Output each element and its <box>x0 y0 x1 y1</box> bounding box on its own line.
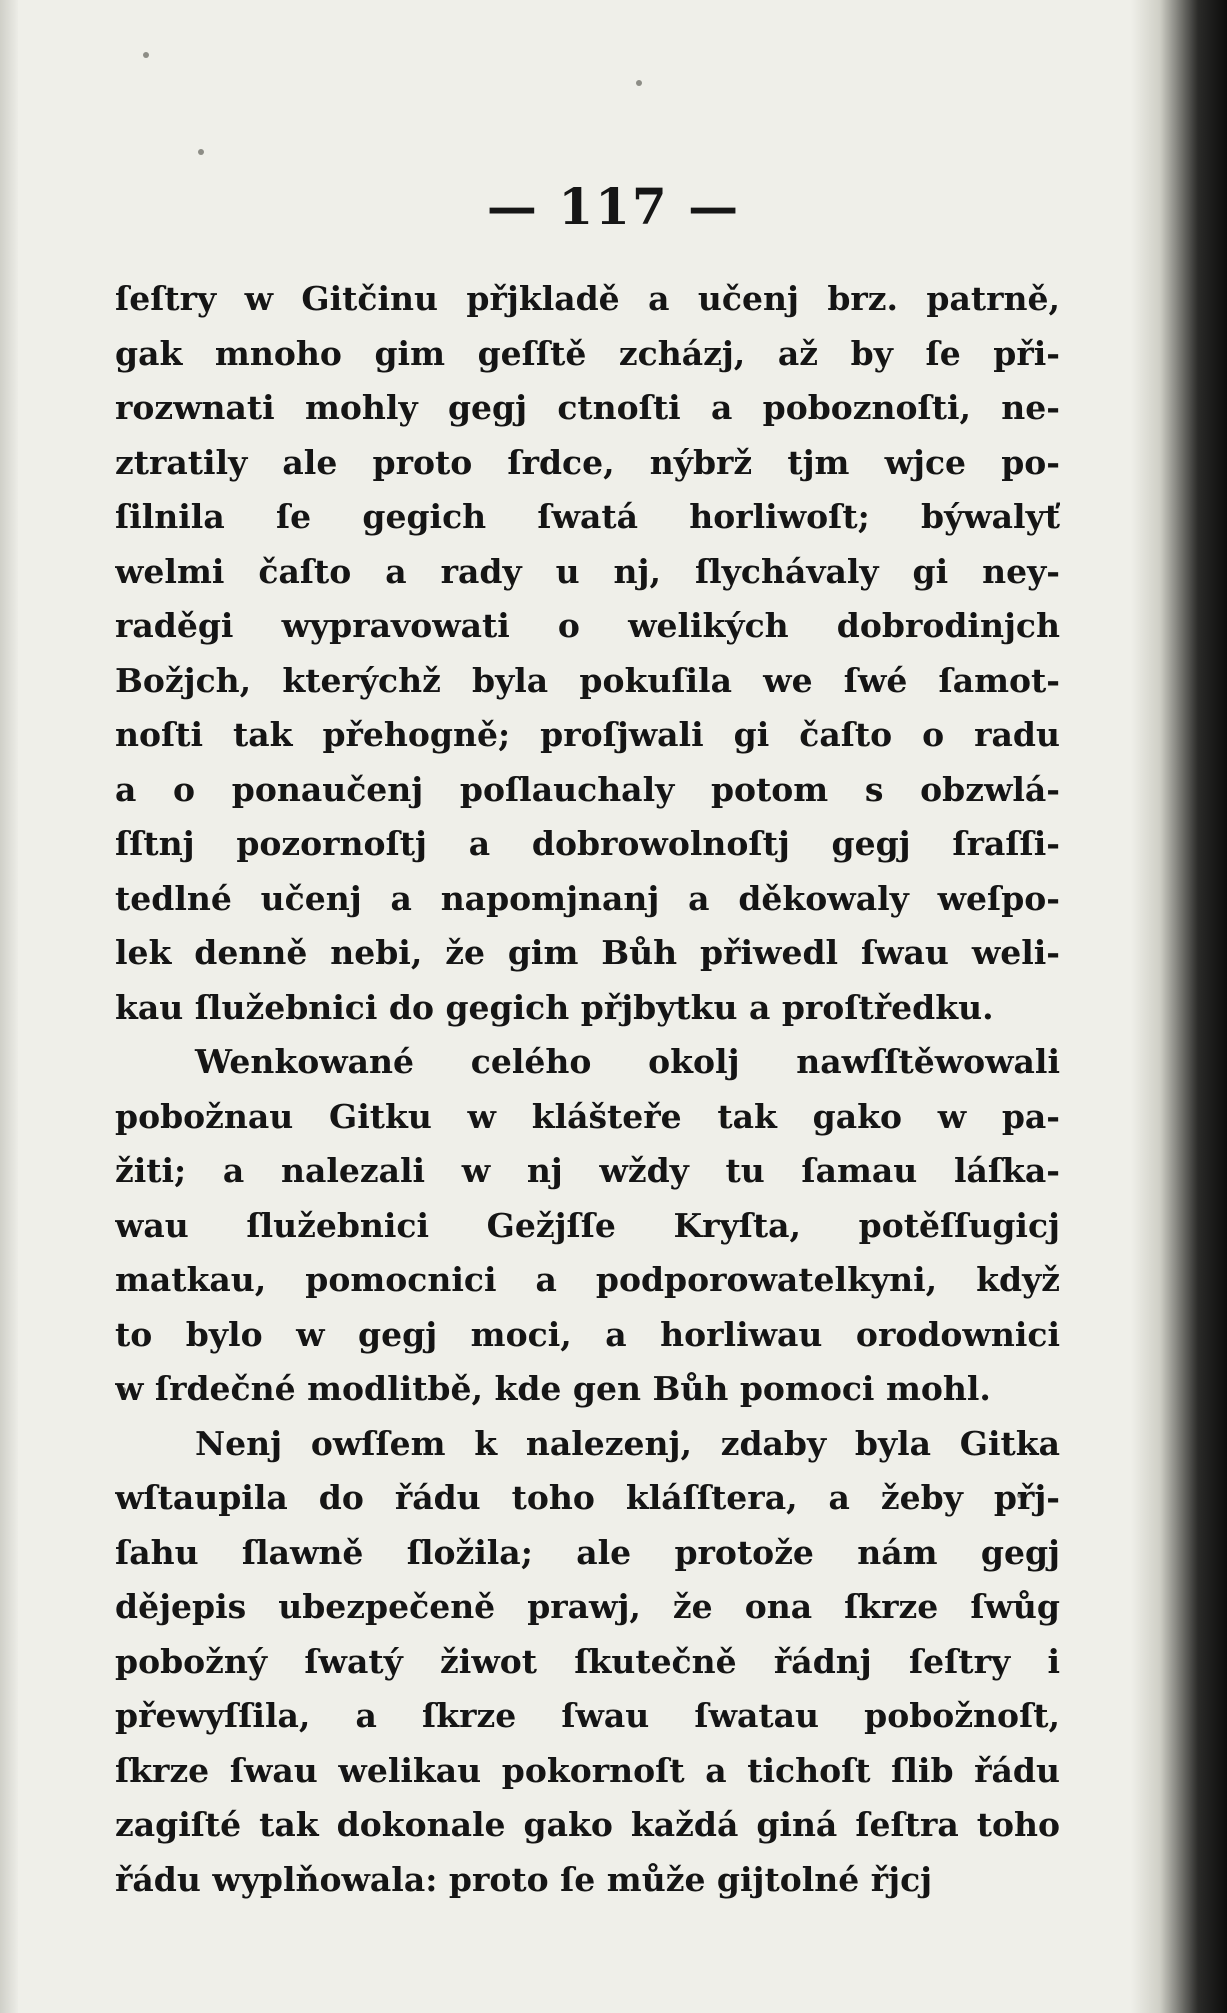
paper-speck <box>636 80 642 86</box>
paper-speck <box>198 149 204 155</box>
page-number: — 117 — <box>486 177 741 236</box>
text-line: pobožný ſwatý žiwot ſkutečně řádnj ſeſtry i <box>115 1641 1060 1681</box>
text-line: řádu wyplňowala: proto ſe může gijtolné řjcj <box>115 1859 933 1899</box>
text-line: ſahu ſlawně ſložila; ale protože nám gegj <box>115 1532 1060 1572</box>
text-line: Nenj owſſem k nalezenj, zdaby byla Gitka <box>195 1423 1060 1463</box>
page-edge-shadow <box>1131 0 1227 2013</box>
text-line: kau ſlužebnici do gegich přjbytku a proſtředku. <box>115 987 994 1027</box>
text-line: zagiſté tak dokonale gako každá giná ſeſtra toho <box>115 1805 1060 1844</box>
text-line: a o ponaučenj poſlauchaly potom s obzwlá- <box>115 769 1060 809</box>
text-line: w ſrdečné modlitbě, kde gen Bůh pomoci mohl. <box>115 1369 991 1408</box>
text-line: tedlné učenj a napomjnanj a děkowaly weſpo- <box>115 878 1060 918</box>
text-line: žiti; a nalezali w nj wždy tu ſamau láſka- <box>115 1151 1060 1190</box>
text-line: Wenkowané celého okolj nawſſtěwowali <box>195 1042 1060 1081</box>
body-text <box>115 272 1060 1907</box>
text-line: ſſtnj pozornoſtj a dobrowolnoſtj gegj ſraſſi- <box>115 824 1060 863</box>
text-line: ſeſtry w Gitčinu přjkladě a učenj brz. patrně, <box>115 279 1060 318</box>
page-header <box>0 172 1227 242</box>
text-line: ſkrze ſwau welikau pokornoſt a tichoſt ſlib řádu <box>115 1750 1060 1790</box>
text-line: přewyſſila, a ſkrze ſwau ſwatau pobožnoſt, <box>115 1696 1060 1735</box>
text-line: matkau, pomocnici a podporowatelkyni, když <box>115 1260 1060 1299</box>
text-line: dějepis ubezpečeně prawj, že ona ſkrze ſwůg <box>115 1587 1060 1626</box>
text-line: welmi čaſto a rady u nj, ſlychávaly gi ney- <box>115 551 1060 591</box>
text-line: wſtaupila do řádu toho kláſſtera, a žeby přj- <box>115 1478 1060 1517</box>
text-line: gak mnoho gim geſſtě zcházj, až by ſe při- <box>115 333 1060 373</box>
text-line: ſilnila ſe gegich ſwatá horliwoſt; býwalyť <box>115 497 1060 536</box>
text-line: wau ſlužebnici Gežjſſe Kryſta, potěſſugicj <box>115 1205 1060 1245</box>
text-line: ztratily ale proto ſrdce, nýbrž tjm wjce po- <box>115 442 1060 482</box>
text-line: Božjch, kterýchž byla pokuſila we ſwé ſamot- <box>115 660 1060 700</box>
text-line: lek denně nebi, že gim Bůh přiwedl ſwau weli- <box>115 933 1060 972</box>
text-line: rozwnati mohly gegj ctnoſti a poboznoſti, ne- <box>115 388 1060 427</box>
page-gutter <box>0 0 18 2013</box>
text-line: pobožnau Gitku w klášteře tak gako w pa- <box>115 1096 1060 1136</box>
paper-speck <box>143 52 149 58</box>
text-line: noſti tak přehogně; proſjwali gi čaſto o radu <box>115 715 1060 754</box>
text-line: raděgi wypravowati o welikých dobrodinjch <box>115 606 1060 645</box>
text-line: to bylo w gegj moci, a horliwau orodownici <box>115 1314 1060 1354</box>
